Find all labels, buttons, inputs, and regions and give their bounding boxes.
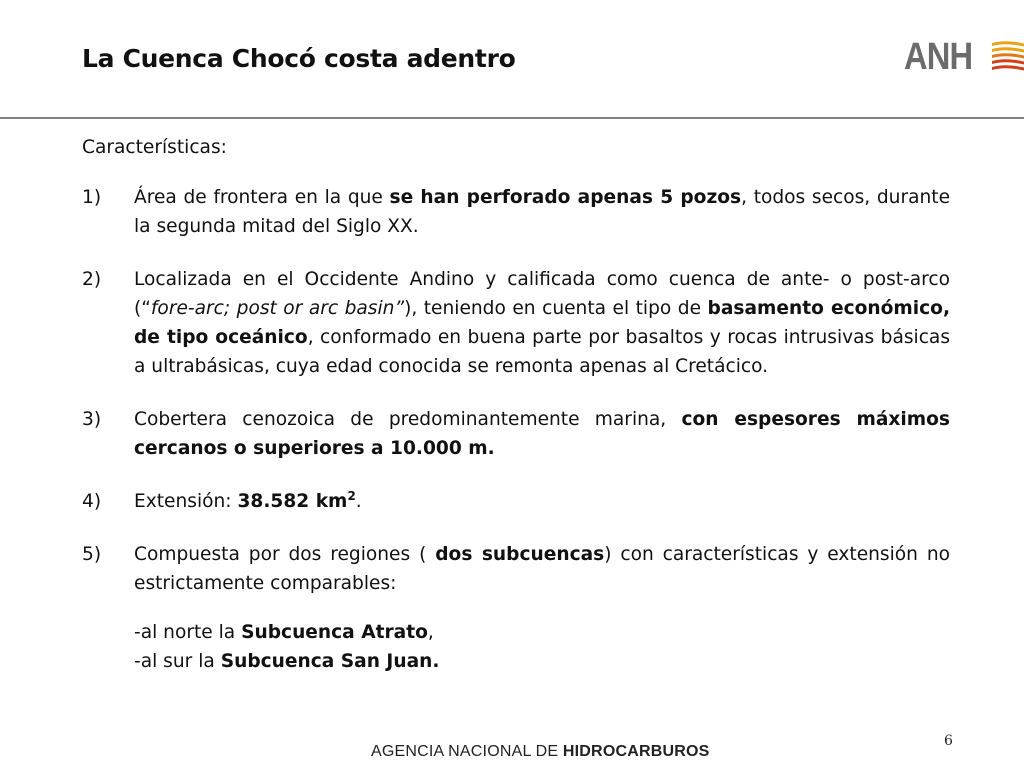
footer-emphasis: HIDROCARBUROS bbox=[562, 743, 710, 760]
emphasis-text: 38.582 km bbox=[237, 491, 348, 512]
list-item bbox=[82, 265, 950, 381]
footer-prefix: AGENCIA NACIONAL DE bbox=[371, 743, 563, 760]
subbasin-list bbox=[82, 618, 950, 676]
text-run: ) con características y extensión no estrictamente comparables: bbox=[134, 544, 950, 594]
list-item bbox=[82, 405, 950, 463]
text-run: -al norte la bbox=[134, 622, 242, 643]
text-run: . bbox=[355, 491, 362, 512]
list-item-text bbox=[134, 405, 950, 463]
slide-body bbox=[82, 133, 950, 676]
list-item-text bbox=[134, 540, 950, 598]
emphasis-text: dos subcuencas bbox=[435, 544, 605, 565]
text-run: fore-arc; post or arc basin” bbox=[150, 298, 405, 319]
text-run: Cobertera cenozoica de predominantemente marina, bbox=[134, 409, 682, 430]
list-item-text bbox=[134, 183, 950, 241]
emphasis-text: Subcuenca Atrato bbox=[241, 622, 428, 643]
flame-stripes-icon bbox=[992, 40, 1024, 74]
list-item-text bbox=[134, 487, 950, 516]
list-item bbox=[82, 487, 950, 516]
emphasis-text: 2 bbox=[347, 488, 356, 503]
text-run: , todos secos, durante la segunda mitad del Siglo XX. bbox=[134, 187, 951, 237]
text-run: ), teniendo en cuenta el tipo de bbox=[404, 298, 708, 319]
emphasis-text: se han perforado apenas 5 pozos bbox=[389, 187, 742, 208]
slide-title: La Cuenca Chocó costa adentro bbox=[82, 44, 516, 73]
page-number: 6 bbox=[944, 733, 953, 749]
list-item-number: 4) bbox=[82, 491, 102, 512]
list-item-number: 3) bbox=[82, 409, 102, 430]
list-item-text bbox=[134, 265, 950, 381]
text-run: Área de frontera en la que bbox=[134, 187, 390, 208]
emphasis-text: basamento económico, de tipo oceánico bbox=[134, 298, 951, 348]
numbered-list bbox=[82, 183, 950, 598]
list-item-number: 1) bbox=[82, 187, 102, 208]
footer-agency-name bbox=[371, 743, 710, 761]
text-run: , conformado en buena parte por basaltos y rocas intrusivas básicas a ultrabásicas, cuya edad conocida se remonta apenas al Cretácico. bbox=[134, 327, 951, 377]
section-heading: Características: bbox=[82, 137, 227, 158]
subbasin-item bbox=[82, 647, 950, 676]
list-item bbox=[82, 183, 950, 241]
text-run: Extensión: bbox=[134, 491, 238, 512]
text-run: Localizada en el Occidente Andino y calificada como cuenca de ante- o post-arco (“ bbox=[134, 269, 950, 319]
emphasis-text: con espesores máximos cercanos o superiores a 10.000 m. bbox=[134, 409, 950, 459]
text-run: -al sur la bbox=[134, 651, 221, 672]
list-item bbox=[82, 540, 950, 598]
text-run: , bbox=[427, 622, 434, 643]
anh-logo bbox=[904, 36, 1024, 78]
header-divider bbox=[0, 117, 1024, 119]
text-run: Compuesta por dos regiones ( bbox=[134, 544, 436, 565]
logo-text: ANH bbox=[904, 36, 973, 78]
list-item-number: 2) bbox=[82, 269, 102, 290]
subbasin-item bbox=[82, 618, 950, 647]
list-item-number: 5) bbox=[82, 544, 102, 565]
emphasis-text: Subcuenca San Juan. bbox=[220, 651, 440, 672]
